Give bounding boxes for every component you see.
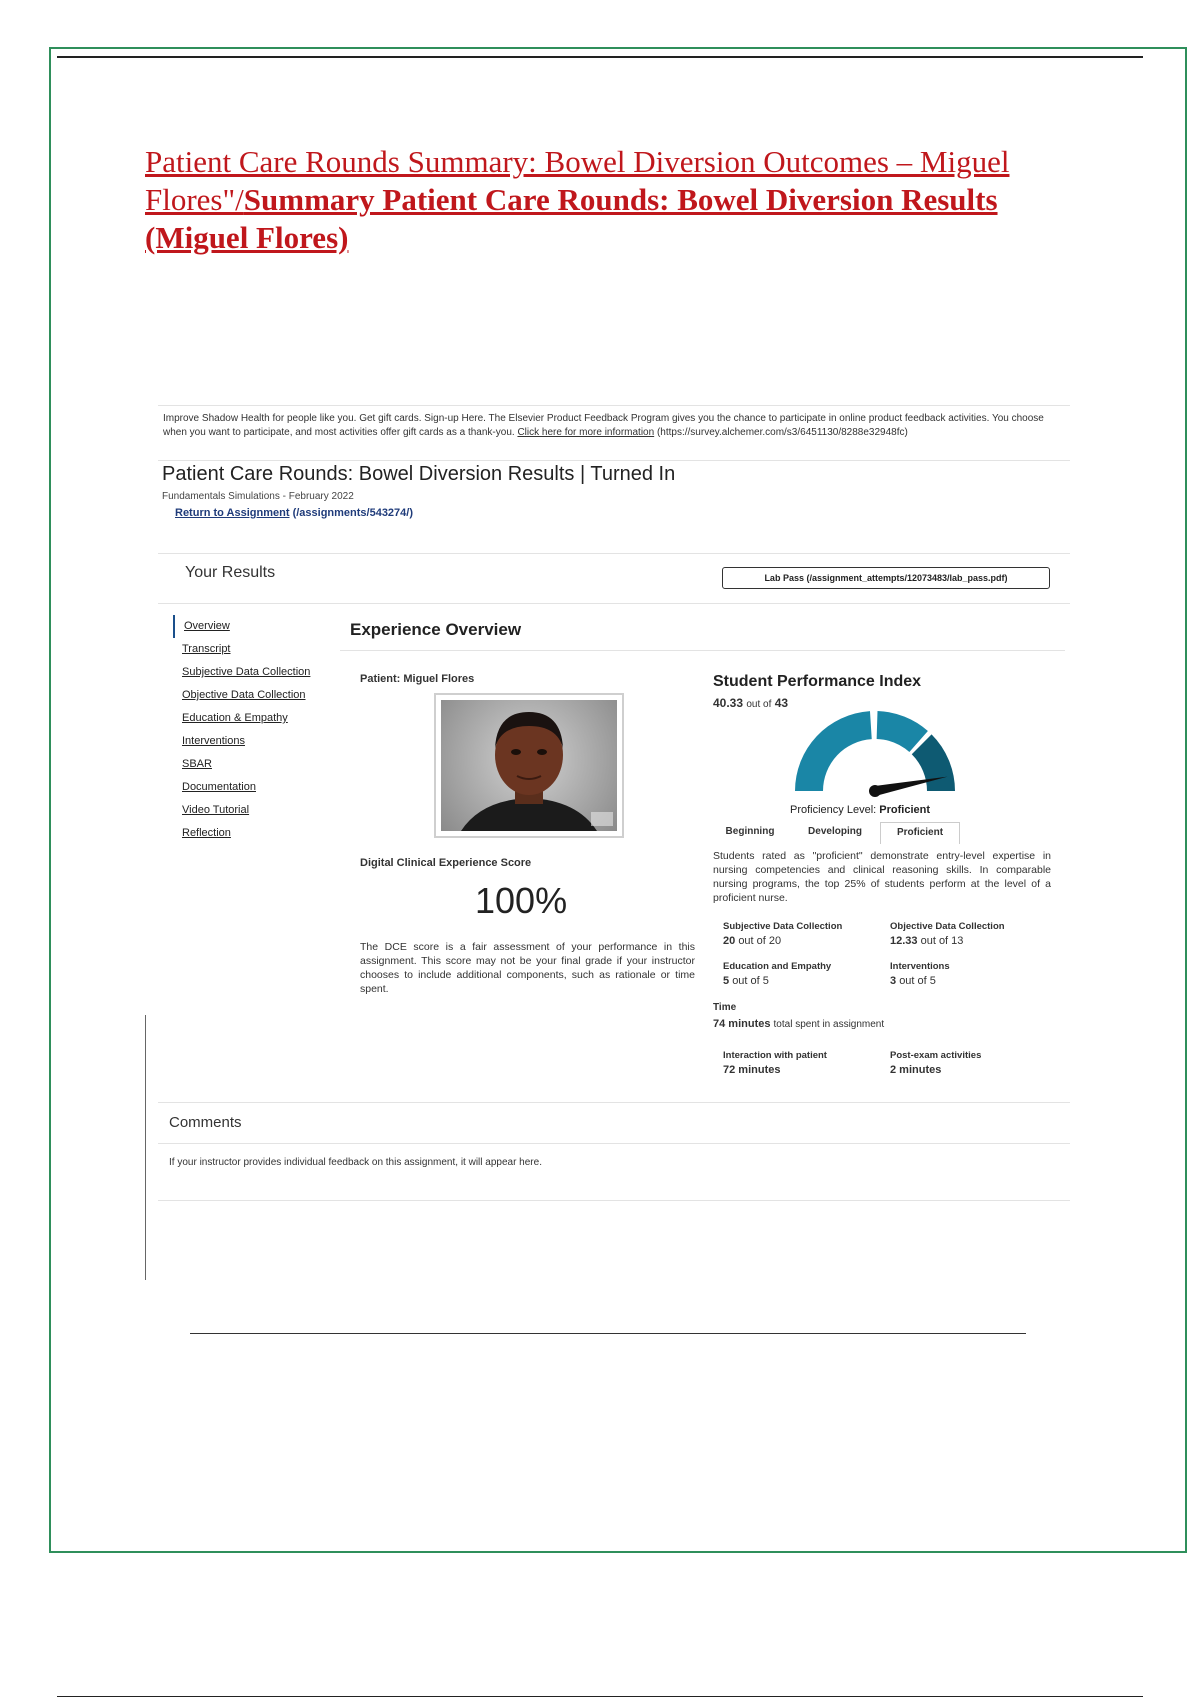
metric-suffix: out of 20	[738, 935, 782, 947]
metric-label: Objective Data Collection	[890, 921, 1005, 932]
metric-value: 3	[890, 975, 897, 987]
dce-score-value: 100%	[475, 880, 568, 921]
nav-item-overview[interactable]: Overview	[173, 615, 310, 638]
divider	[158, 603, 1070, 604]
banner-text: Improve Shadow Health for people like you. Get gift cards. Sign-up Here. The Elsevier Product Feedback Program gives you the chance to participate in online product feedback activities. You choose when you want to participate, and most activities offer gift cards as a thank-you.	[163, 413, 1044, 438]
metric-label: Interventions	[890, 961, 950, 972]
spi-score-out-of: out of	[746, 699, 772, 710]
nav-item-objective-data-collection[interactable]: Objective Data Collection	[182, 689, 306, 701]
metric-label: Education and Empathy	[723, 961, 832, 972]
metric-value: 20	[723, 935, 736, 947]
patient-name: Patient: Miguel Flores	[360, 673, 475, 685]
nav-item-education-empathy[interactable]: Education & Empathy	[182, 712, 288, 724]
metric-suffix: out of 5	[899, 975, 936, 987]
divider	[158, 460, 1070, 461]
proficiency-level-value: Proficient	[879, 804, 931, 816]
time-total	[713, 1018, 884, 1030]
divider	[158, 1143, 1070, 1144]
time-item-value: 72 minutes	[723, 1064, 781, 1076]
nav-item-interventions[interactable]: Interventions	[182, 735, 245, 747]
spi-score-value: 40.33	[713, 696, 744, 710]
spi-title: Student Performance Index	[713, 673, 922, 690]
screenshot	[145, 405, 1070, 1275]
divider	[158, 553, 1070, 554]
return-link-text[interactable]: Return to Assignment	[175, 507, 290, 519]
return-to-assignment-link[interactable]	[175, 507, 413, 519]
spi-score-max: 43	[774, 696, 789, 710]
tab-proficient[interactable]: Proficient	[880, 822, 960, 844]
feedback-banner	[163, 412, 1063, 440]
page-title: Patient Care Rounds: Bowel Diversion Results | Turned In	[162, 463, 676, 485]
proficiency-description: Students rated as "proficient" demonstrate entry-level expertise in nursing competencies and clinical reasoning skills. In comparable nursing programs, the top 25% of students perform at the level of a proficient nurse.	[713, 850, 1051, 904]
metric-objective	[890, 921, 1005, 947]
comments-placeholder: If your instructor provides individual feedback on this assignment, it will appear here.	[169, 1157, 542, 1168]
patient-avatar	[434, 693, 624, 838]
bottom-rule	[190, 1333, 1026, 1334]
document-title	[145, 143, 1065, 257]
footer-rule	[57, 1696, 1143, 1697]
time-label: Time	[713, 1002, 737, 1013]
time-item-label: Interaction with patient	[723, 1050, 827, 1061]
course-subtitle: Fundamentals Simulations - February 2022	[162, 491, 354, 502]
document-title-regular: Patient Care Rounds Summary: Bowel Diversion Outcomes – Miguel Flores"/	[145, 144, 1010, 217]
document-title-bold: Summary Patient Care Rounds: Bowel Diversion Results (Miguel Flores)	[145, 182, 998, 255]
time-item-label: Post-exam activities	[890, 1050, 982, 1061]
metric-value: 12.33	[890, 935, 918, 947]
proficiency-tabs	[715, 822, 965, 844]
time-total-suffix: total spent in assignment	[773, 1019, 885, 1030]
nav-item-reflection[interactable]: Reflection	[182, 827, 231, 839]
banner-url: (https://survey.alchemer.com/s3/6451130/8288e32948fc)	[656, 427, 908, 438]
dce-score-label: Digital Clinical Experience Score	[360, 857, 532, 869]
divider	[158, 1200, 1070, 1201]
metric-subjective	[723, 921, 842, 947]
gauge-arc-main	[795, 711, 872, 791]
left-edge-line	[145, 1015, 146, 1280]
metric-suffix: out of 5	[732, 975, 769, 987]
divider	[158, 1102, 1070, 1103]
top-rule	[57, 56, 1143, 58]
tab-developing[interactable]: Developing	[808, 826, 862, 837]
metric-education	[723, 961, 831, 987]
nav-item-video-tutorial[interactable]: Video Tutorial	[182, 804, 250, 816]
nav-item-transcript[interactable]: Transcript	[182, 643, 231, 655]
return-link-path: (/assignments/543274/)	[292, 507, 414, 519]
metric-suffix: out of 13	[920, 935, 964, 947]
metric-interventions	[890, 961, 950, 987]
sidebar-nav	[173, 615, 310, 845]
metric-value: 5	[723, 975, 730, 987]
tab-beginning[interactable]: Beginning	[725, 826, 775, 837]
time-item-value: 2 minutes	[890, 1064, 942, 1076]
comments-heading: Comments	[169, 1114, 242, 1131]
proficiency-level	[790, 804, 930, 816]
your-results-heading: Your Results	[185, 564, 276, 581]
divider	[340, 650, 1065, 651]
proficiency-level-label: Proficiency Level:	[790, 804, 877, 816]
time-total-value: 74 minutes	[713, 1018, 771, 1030]
nav-item-sbar[interactable]: SBAR	[182, 758, 212, 770]
nav-item-documentation[interactable]: Documentation	[182, 781, 256, 793]
nav-item-subjective-data-collection[interactable]: Subjective Data Collection	[182, 666, 311, 678]
metric-label: Subjective Data Collection	[723, 921, 843, 932]
lab-pass-button[interactable]: Lab Pass (/assignment_attempts/12073483/lab_pass.pdf)	[722, 567, 1050, 589]
gauge-hub	[869, 785, 881, 797]
time-interaction	[723, 1050, 827, 1076]
experience-overview-title: Experience Overview	[350, 620, 522, 639]
dce-score-description: The DCE score is a fair assessment of your performance in this assignment. This score may not be your final grade if your instructor chooses to include additional components, such as rationale or time spent.	[360, 941, 695, 995]
banner-link[interactable]: Click here for more information	[517, 427, 655, 438]
spi-score	[713, 696, 788, 710]
patient-portrait-icon	[441, 700, 617, 831]
time-post-exam	[890, 1050, 981, 1076]
divider	[158, 405, 1070, 406]
spi-gauge	[785, 703, 965, 803]
